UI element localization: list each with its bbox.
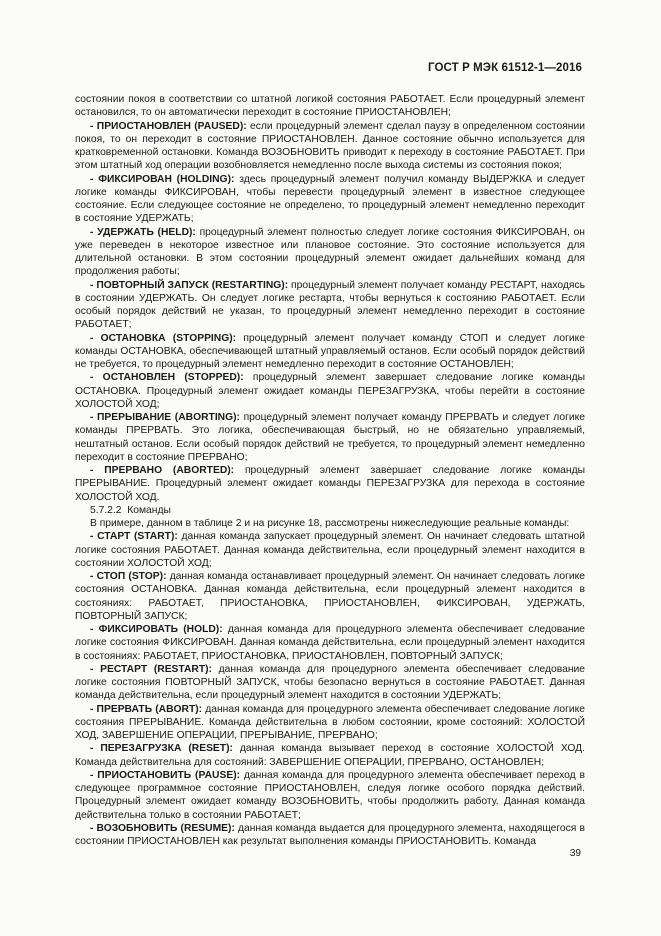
definition-text: процедурный элемент получает команду РЕСТАРТ, находясь в состоянии УДЕРЖАТЬ. Он следует логике рестарта, чтобы вернуться к состоянию РАБОТАЕТ. Если особый порядок действий не указан, то процедурный элемент немедленно переходит в состояние РАБОТАЕТ; — [75, 279, 585, 331]
definition-text: данная команда вызывает переход в состояние ХОЛОСТОЙ ХОД. Команда действительна для состояний: ЗАВЕРШЕНИЕ ОПЕРАЦИИ, ПРЕРВАНО, ОСТАНОВЛЕН; — [75, 743, 585, 768]
state-definition-stopped — [75, 371, 585, 411]
section-title: Команды — [127, 504, 171, 516]
state-definition-holding — [75, 173, 585, 226]
command-definition-hold — [75, 623, 585, 663]
term-label: - ПРЕРВАНО (ABORTED): — [90, 465, 235, 476]
state-definition-aborting — [75, 411, 585, 464]
term-label: - ПРИОСТАНОВИТЬ (PAUSE): — [90, 769, 241, 781]
definition-text: процедурный элемент завершает следование логике команды ПРЕРЫВАНИЕ. Процедурный элемент ожидает команды ПЕРЕЗАГРУЗКА для перехода в состояние ХОЛОСТОЙ ХОД. — [75, 465, 585, 503]
term-label: - СТОП (STOP): — [90, 571, 167, 582]
command-definition-stop — [75, 570, 585, 623]
definition-text: здесь процедурный элемент получил команду ВЫДЕРЖКА и следует логике команды ФИКСИРОВАН, чтобы перевести процедурный элемент в известное следующее состояние. Если следующее состояние не определено, то процедурный элемент немедленно переходит в состояние УДЕРЖАТЬ; — [75, 173, 585, 225]
term-label: - УДЕРЖАТЬ (HELD): — [90, 226, 196, 238]
term-label: - ПРЕРВАТЬ (ABORT): — [90, 703, 203, 715]
term-label: - ПРЕРЫВАНИЕ (ABORTING): — [90, 412, 240, 423]
term-label: - ВОЗОБНОВИТЬ (RESUME): — [90, 822, 235, 834]
paragraph-continuation: состоянии покоя в соответствии со штатной логикой состояния РАБОТАЕТ. Если процедурный элемент остановился, то он автоматически переходит в состояние ПРИОСТАНОВЛЕН; — [75, 94, 585, 119]
command-definition-reset — [75, 742, 585, 769]
definition-text: данная команда запускает процедурный элемент. Он начинает следовать штатной логике состояния РАБОТАЕТ. Данная команда действительна, если процедурный элемент находится в состоянии ХОЛОСТОЙ ХОД; — [75, 531, 585, 569]
term-label: - ПОВТОРНЫЙ ЗАПУСК (RESTARTING): — [90, 279, 289, 291]
term-label: - ПРИОСТАНОВЛЕН (PAUSED): — [90, 120, 247, 132]
command-definition-abort — [75, 703, 585, 743]
section-number: 5.7.2.2 — [90, 504, 122, 516]
term-label: - ОСТАНОВКА (STOPPING): — [90, 332, 237, 344]
command-definition-start — [75, 530, 585, 570]
term-label: - ОСТАНОВЛЕН (STOPPED): — [90, 372, 244, 384]
term-label: - ФИКСИРОВАН (HOLDING): — [90, 173, 235, 185]
definition-text: процедурный элемент получает команду ПРЕРВАТЬ и следует логике команды ПРЕРВАТЬ. Это логика, обеспечивающая быстрый, но не обязательно управляемый, нештатный останов. Если особый порядок действий не требуется, то процедурный элемент немедленно переходит в состояние ПРЕРВАНО; — [75, 412, 585, 463]
state-definition-held — [75, 226, 585, 279]
term-label: - ФИКСИРОВАТЬ (HOLD): — [90, 624, 223, 635]
definition-text: процедурный элемент полностью следует логике состояния ФИКСИРОВАН, он уже переведен в некоторое известное или плановое состояние. Это состояние используется для длительной остановки. В этом состоянии процедурный элемент ожидает дальнейших команд для продолжения работы; — [75, 226, 585, 278]
state-definition-stopping — [75, 332, 585, 372]
definition-text: процедурный элемент завершает следование логике команды ОСТАНОВКА. Процедурный элемент ожидает команды ПЕРЕЗАГРУЗКА, чтобы перейти в состояние ХОЛОСТОЙ ХОД; — [75, 372, 585, 410]
definition-text: данная команда для процедурного элемента обеспечивает следование логике состояния ПРЕРЫВАНИЕ. Команда действительна в любом состоянии, кроме состояний: ХОЛОСТОЙ ХОД, ЗАВЕРШЕНИЕ ОПЕРАЦИИ, ПРЕРЫВАНИЕ, ПРЕРВАНО; — [75, 703, 586, 741]
command-definition-pause — [75, 769, 585, 822]
definition-text: данная команда останавливает процедурный элемент. Он начинает следовать логике состояния ОСТАНОВКА. Данная команда действительна, если процедурный элемент находится в состояниях: РАБОТАЕТ, ПРИОСТАНОВКА, ПРИОСТАНОВЛЕН, ФИКСИРОВАН, УДЕРЖАТЬ, ПОВТОРНЫЙ ЗАПУСК; — [75, 571, 585, 622]
command-definition-resume — [75, 822, 585, 849]
term-label: - СТАРТ (START): — [90, 531, 178, 543]
page-number: 39 — [569, 848, 581, 859]
section-intro: В примере, данном в таблице 2 и на рисунке 18, рассмотрены нижеследующие реальные команды: — [90, 518, 570, 529]
definition-text: данная команда для процедурного элемента обеспечивает переход в следующее программное состояние ПРИОСТАНОВЛЕН, следуя логике особого порядка действий. Процедурный элемент ожидает команду ВОЗОБНОВИТЬ, чтобы продолжить работу. Данная команда действительна только в состоянии РАБОТАЕТ; — [75, 769, 586, 821]
definition-text: данная команда для процедурного элемента обеспечивает следование логике состояния ФИКСИРОВАН. Данная команда действительна, если процедурный элемент находится в состояниях: РАБОТАЕТ, ПРИОСТАНОВКА, ПРИОСТАНОВЛЕН, ПОВТОРНЫЙ ЗАПУСК; — [75, 624, 585, 662]
definition-text: процедурный элемент получает команду СТОП и следует логике команды ОСТАНОВКА, обеспечивающей штатный управляемый останов. Если особый порядок действий не требуется, то процедурный элемент немедленно переходит в состояние ОСТАНОВЛЕН; — [75, 332, 585, 370]
state-definition-paused — [75, 120, 585, 173]
definition-text: данная команда для процедурного элемента обеспечивает следование логике состояния ПОВТОРНЫЙ ЗАПУСК, чтобы безопасно вернуться в состояние РАБОТАЕТ. Данная команда действительна, если процедурный элемент находится в состоянии УДЕРЖАТЬ; — [75, 663, 586, 702]
term-label: - ПЕРЕЗАГРУЗКА (RESET): — [90, 743, 233, 755]
definition-text: если процедурный элемент сделал паузу в определенном состоянии покоя, то он переходит в состояние ПРИОСТАНОВЛЕН. Данное состояние обычно используется для кратковременной остановки. Команда ВОЗОБНОВИТЬ приводит к переходу в состояние РАБОТАЕТ. При этом штатный ход операции возобновляется немедленно после выхода системы из состояния покоя; — [75, 120, 585, 172]
definition-text: данная команда выдается для процедурного элемента, находящегося в состоянии ПРИОСТАНОВЛЕН как результат выполнения команды ПРИОСТАНОВИТЬ. Команда — [75, 822, 585, 847]
body-text — [75, 93, 585, 848]
term-label: - РЕСТАРТ (RESTART): — [90, 663, 212, 675]
command-definition-restart — [75, 663, 585, 703]
state-definition-restarting — [75, 279, 585, 332]
state-definition-aborted — [75, 464, 585, 504]
standard-header: ГОСТ Р МЭК 61512-1—2016 — [428, 62, 582, 74]
section-heading — [75, 504, 585, 517]
